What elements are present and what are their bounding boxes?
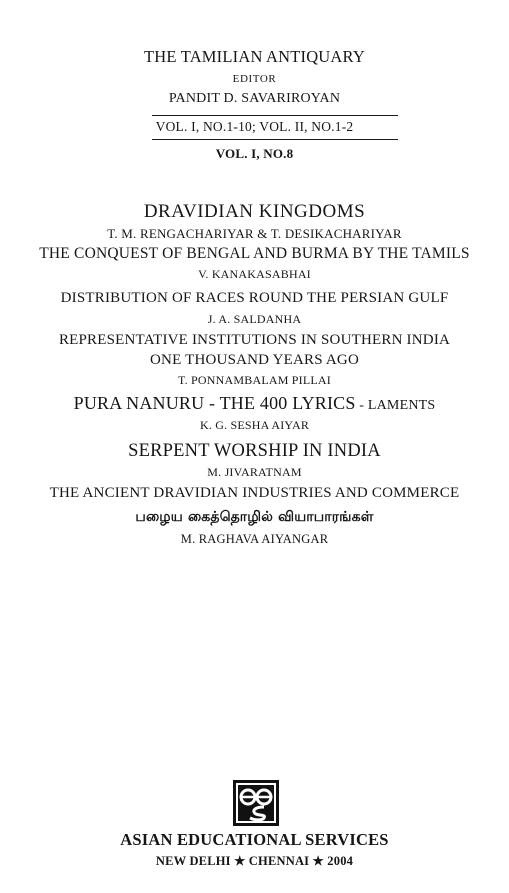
- article-title-1: DRAVIDIAN KINGDOMS: [143, 201, 366, 222]
- article-author-5: K. G. SESHA AIYAR: [199, 418, 310, 432]
- article-title-3: DISTRIBUTION OF RACES ROUND THE PERSIAN GULF: [60, 290, 449, 306]
- bottom-rule: [152, 139, 398, 140]
- article-title-4-line2: ONE THOUSAND YEARS AGO: [150, 352, 359, 368]
- publisher-name: ASIAN EDUCATIONAL SERVICES: [120, 830, 389, 849]
- article-author-6: M. JIVARATNAM: [207, 465, 302, 479]
- volumes-line: VOL. I, NO.1-10; VOL. II, NO.1-2: [155, 119, 354, 134]
- article-title-4-line1: REPRESENTATIVE INSTITUTIONS IN SOUTHERN INDIA: [58, 332, 451, 348]
- article-title-5-main: PURA NANURU - THE 400 LYRICS: [73, 393, 356, 413]
- journal-title: THE TAMILIAN ANTIQUARY: [144, 47, 365, 66]
- article-title-5-suffix: - LAMENTS: [355, 398, 436, 413]
- article-author-1: T. M. RENGACHARIYAR & T. DESIKACHARIYAR: [107, 226, 402, 241]
- article-title-2: THE CONQUEST OF BENGAL AND BURMA BY THE TAMILS: [39, 245, 470, 262]
- article-author-3: J. A. SALDANHA: [207, 312, 302, 326]
- current-volume: VOL. I, NO.8: [215, 146, 294, 161]
- publisher-logo: [233, 780, 279, 826]
- article-title-6: SERPENT WORSHIP IN INDIA: [128, 441, 381, 461]
- article-author-4: T. PONNAMBALAM PILLAI: [178, 373, 331, 387]
- article-author-7: M. RAGHAVA AIYANGAR: [180, 532, 329, 546]
- article-title-5: [0, 394, 509, 413]
- article-title-7: THE ANCIENT DRAVIDIAN INDUSTRIES AND COMMERCE: [49, 485, 460, 501]
- publisher-cities: NEW DELHI ★ CHENNAI ★ 2004: [155, 854, 354, 868]
- article-author-2: V. KANAKASABHAI: [198, 267, 311, 281]
- top-rule: [152, 115, 398, 116]
- aes-logo-icon: [233, 780, 279, 826]
- editor-label: EDITOR: [232, 73, 277, 85]
- editor-name: PANDIT D. SAVARIROYAN: [168, 91, 341, 106]
- article-subtitle-7-tamil: பழைய கைத்தொழில் வியாபாரங்கள்: [135, 509, 374, 525]
